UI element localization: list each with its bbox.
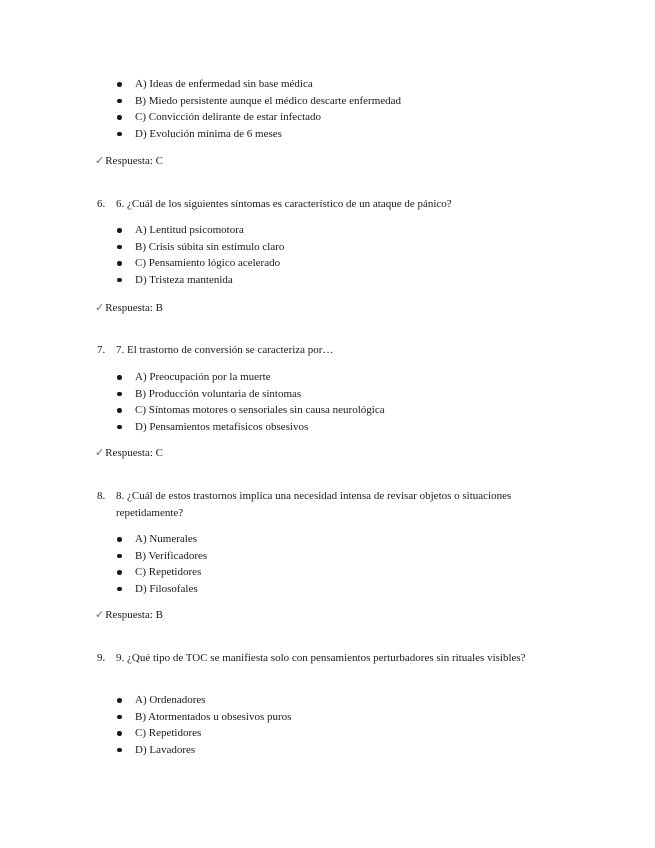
question-7-answer-text: Respuesta: C [105, 447, 163, 459]
question-7-option-b: B) Producción voluntaria de síntomas [117, 386, 385, 403]
question-5-options [117, 76, 401, 142]
question-8-option-b: B) Verificadores [117, 548, 207, 565]
question-7-options [117, 369, 385, 435]
question-6-options [117, 222, 284, 288]
check-icon: ✓ [95, 301, 105, 314]
question-8-option-a: A) Numerales [117, 531, 207, 548]
check-icon: ✓ [95, 446, 105, 459]
question-6-answer [95, 300, 163, 316]
question-6-option-b: B) Crisis súbita sin estímulo claro [117, 239, 284, 256]
question-6 [97, 196, 527, 213]
question-6-option-a: A) Lentitud psicomotora [117, 222, 284, 239]
question-9-options [117, 692, 291, 758]
question-8-list-number: 8. [97, 490, 106, 502]
question-5-option-d: D) Evolución mínima de 6 meses [117, 126, 401, 143]
question-7-text: 7. El trastorno de conversión se caracteriza por… [116, 344, 334, 356]
question-8-options [117, 531, 207, 597]
question-5-option-b: B) Miedo persistente aunque el médico descarte enfermedad [117, 93, 401, 110]
question-8-answer-text: Respuesta: B [105, 609, 163, 621]
question-6-option-c: C) Pensamiento lógico acelerado [117, 255, 284, 272]
question-5-option-c: C) Convicción delirante de estar infectado [117, 109, 401, 126]
question-9-option-a: A) Ordenadores [117, 692, 291, 709]
question-6-option-d: D) Tristeza mantenida [117, 272, 284, 289]
question-9-list-number: 9. [97, 652, 106, 664]
question-7-answer [95, 445, 163, 461]
question-9-option-d: D) Lavadores [117, 742, 291, 759]
question-8-text: 8. ¿Cuál de estos trastornos implica una necesidad intensa de revisar objetos o situaciones repetidamente? [116, 490, 512, 519]
question-8-answer [95, 607, 163, 623]
question-7-option-d: D) Pensamientos metafísicos obsesivos [117, 419, 385, 436]
question-7-list-number: 7. [97, 344, 106, 356]
question-5-option-a: A) Ideas de enfermedad sin base médica [117, 76, 401, 93]
check-icon: ✓ [95, 154, 105, 167]
question-8-option-c: C) Repetidores [117, 564, 207, 581]
question-5-answer [95, 153, 163, 169]
question-9-option-b: B) Atormentados u obsesivos puros [117, 709, 291, 726]
question-7-option-a: A) Preocupación por la muerte [117, 369, 385, 386]
question-7-option-c: C) Síntomas motores o sensoriales sin causa neurológica [117, 402, 385, 419]
question-6-answer-text: Respuesta: B [105, 302, 163, 314]
question-9-option-c: C) Repetidores [117, 725, 291, 742]
check-icon: ✓ [95, 608, 105, 621]
question-9 [97, 650, 527, 667]
question-6-text: 6. ¿Cuál de los siguientes síntomas es característico de un ataque de pánico? [116, 198, 452, 210]
question-9-text: 9. ¿Qué tipo de TOC se manifiesta solo con pensamientos perturbadores sin rituales visibles? [116, 652, 526, 664]
question-7 [97, 342, 527, 359]
question-8-option-d: D) Filosofales [117, 581, 207, 598]
question-5-answer-text: Respuesta: C [105, 155, 163, 167]
question-6-list-number: 6. [97, 198, 106, 210]
question-8 [97, 488, 527, 521]
